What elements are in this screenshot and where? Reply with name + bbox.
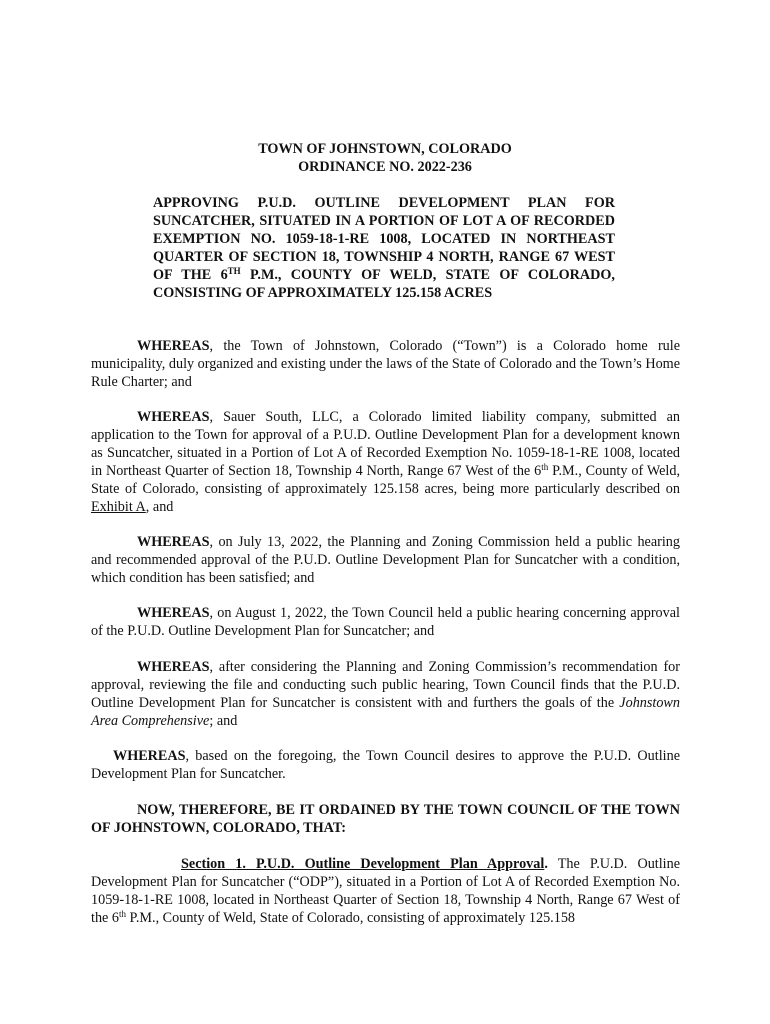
- section-1-heading: Section 1. P.U.D. Outline Development Plan Approval: [181, 856, 545, 872]
- recital-3: WHEREAS, on July 13, 2022, the Planning and Zoning Commission held a public hearing and recommended approval of the P.U.D. Outline Development Plan for Suncatcher with a condition, which condition has been satisfied; and: [91, 534, 680, 586]
- section-1: Section 1. P.U.D. Outline Development Plan Approval. The P.U.D. Outline Development Plan for Suncatcher (“ODP”), situated in a Portion of Lot A of Recorded Exemption No. 1059-18-1-RE 1008, located in Northeast Quarter of Section 18, Township 4 North, Range 67 West of the 6th P.M., County of Weld, State of Colorado, consisting of approximately 125.158: [91, 856, 680, 926]
- recital-4: WHEREAS, on August 1, 2022, the Town Council held a public hearing concerning approval of the P.U.D. Outline Development Plan for Suncatcher; and: [91, 605, 680, 639]
- document-heading: [0, 140, 770, 176]
- ordaining-clause: NOW, THEREFORE, BE IT ORDAINED BY THE TOWN COUNCIL OF THE TOWN OF JOHNSTOWN, COLORADO, THAT:: [91, 802, 680, 836]
- recital-6: WHEREAS, based on the foregoing, the Town Council desires to approve the P.U.D. Outline Development Plan for Suncatcher.: [91, 748, 680, 782]
- ordinance-number: ORDINANCE NO. 2022-236: [298, 159, 472, 175]
- town-name: TOWN OF JOHNSTOWN, COLORADO: [258, 141, 512, 157]
- exhibit-a-link: Exhibit A: [91, 499, 146, 515]
- recital-5: WHEREAS, after considering the Planning and Zoning Commission’s recommendation for approval, reviewing the file and conducting such public hearing, Town Council finds that the P.U.D. Outline Development Plan for Suncatcher is consistent with and furthers the goals of the Johnstown Area Comprehensive; and: [91, 659, 680, 729]
- recital-2: WHEREAS, Sauer South, LLC, a Colorado limited liability company, submitted an application to the Town for approval of a P.U.D. Outline Development Plan for a development known as Suncatcher, situated in a Portion of Lot A of Recorded Exemption No. 1059-18-1-RE 1008, located in Northeast Quarter of Section 18, Township 4 North, Range 67 West of the 6th P.M., County of Weld, State of Colorado, consisting of approximately 125.158 acres, being more particularly described on Exhibit A, and: [91, 409, 680, 515]
- recital-1: WHEREAS, the Town of Johnstown, Colorado (“Town”) is a Colorado home rule municipality, duly organized and existing under the laws of the State of Colorado and the Town’s Home Rule Charter; and: [91, 338, 680, 390]
- ordinance-subject: APPROVING P.U.D. OUTLINE DEVELOPMENT PLAN FOR SUNCATCHER, SITUATED IN A PORTION OF LOT A OF RECORDED EXEMPTION NO. 1059-18-1-RE 1008, LOCATED IN NORTHEAST QUARTER OF SECTION 18, TOWNSHIP 4 NORTH, RANGE 67 WEST OF THE 6TH P.M., COUNTY OF WELD, STATE OF COLORADO, CONSISTING OF APPROXIMATELY 125.158 ACRES: [153, 195, 615, 301]
